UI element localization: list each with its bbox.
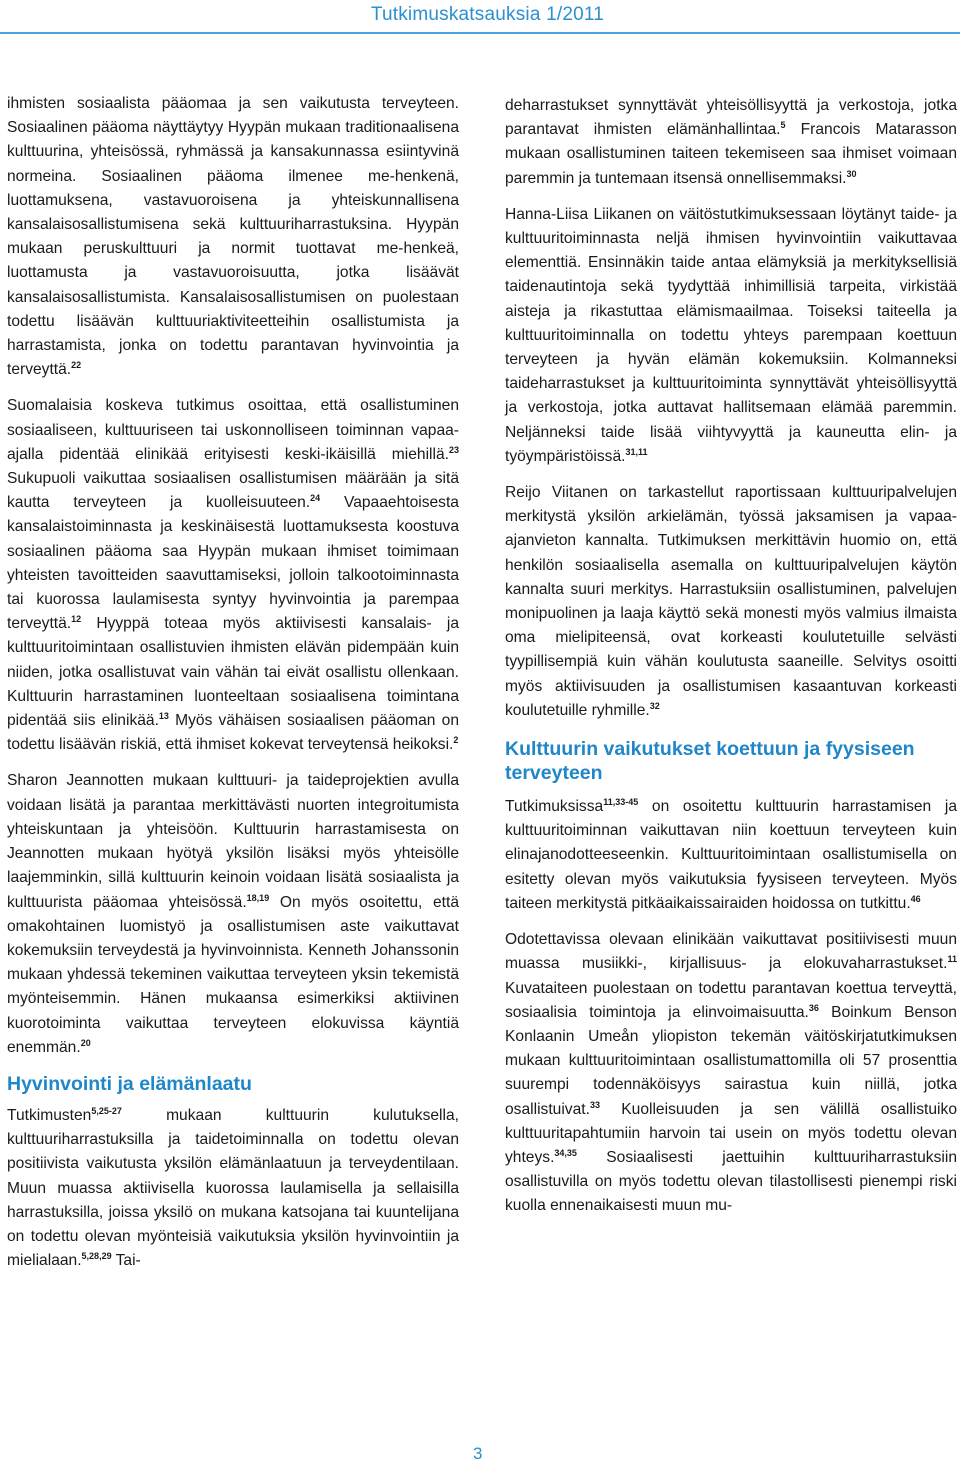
paragraph: Reijo Viitanen on tarkastellut raportissaan kulttuuripalvelujen merkitystä yksilön arkielämän, työssä jaksamisen ja vapaa-ajanvieton kannalta. Tutkimuksen merkittävin huomio on, että henkilön sosiaalisella asemalla on kulttuuripalvelujen käytön kannalta suuri merkitys. Harrastuksiin osallistuminen, palvelujen monipuolinen ja laaja käyttö sekä monesti myös valmius ilmaista oma mielipiteensä, ovat korkeasti koulutetuille selvästi tyypillisempiä kuin vähän koulutusta saaneille. Selvitys osoitti myös aktiivisuuden ja osallistumisen kasaantuvan korkeasti koulutetuille ryhmille.$^{32}$ bbox=[505, 484, 957, 719]
reference: 30 bbox=[846, 168, 857, 179]
paragraph: deharrastukset synnyttävät yhteisöllisyyttä ja verkostoja, jotka parantavat ihmisten elämänhallintaa.$^5$ Francois Matarasson mukaan osallistuminen taiteen tekemiseen saa ihmiset voimaan paremmin ja tuntemaan itsensä onnellisemmaksi.$^{30}$ bbox=[505, 97, 957, 187]
paragraph: Odotettavissa olevaan elinikään vaikuttavat positiivisesti muun muassa musiikki-, kirjallisuus- ja elokuvaharrastukset.$^{11}$ Kuvataiteen puolestaan on todettu parantavan koettua terveyttä, sosiaalisia toimintoja ja elinvoimaisuutta.$^{36}$ Boinkum Benson Konlaanin Umeån yliopiston tekemän väitöskirjatutkimuksen mukaan kulttuuritoimintaan osallistumattomilla oli 57 prosenttia suurempi todennäköisyys sairastua kuin niillä, jotka osallistuivat.$^{33}$ Kuolleisuuden ja sen välillä osallistuiko kulttuuritapahtumiin harvoin tai usein on myös todettu olevan yhteys.$^{34,35}$ Sosiaalisesti jaettuihin kulttuuriharrastuksiin osallistuvilla on myös todettu olevan tilastollisesti pienempi riski kuolla ennenaikaisesti muun mu- bbox=[505, 931, 957, 1215]
section-heading: Kulttuurin vaikutukset koettuun ja fyysiseen terveyteen bbox=[505, 738, 915, 785]
right-column bbox=[505, 94, 957, 1231]
reference: 11 bbox=[947, 954, 957, 965]
header-divider bbox=[0, 32, 960, 34]
reference: 20 bbox=[80, 1037, 91, 1048]
reference: 5,25-27 bbox=[91, 1105, 122, 1116]
section-heading: Hyvinvointi ja elämänlaatu bbox=[7, 1072, 252, 1095]
reference: 5,28,29 bbox=[81, 1251, 112, 1262]
reference: 12 bbox=[71, 614, 82, 625]
reference: 22 bbox=[71, 360, 82, 371]
paragraph: Tutkimusten$^{5,25-27}$ mukaan kulttuurin kulutuksella, kulttuuriharrastuksilla ja taidetoiminnalla on todettu olevan positiivista vaikutusta yksilön elämänlaatuun ja terveydentilaan. Muun muassa aktiivisella kuorossa laulamisella ja sellaisilla harrastuksilla, joissa yksilö on mukana katsojana tai kuuntelijana on todettu olevan myönteisiä vaikutuksia yksilön hyvinvointiin ja mielialaan.$^{5,28,29}$ Tai- bbox=[7, 1105, 459, 1270]
reference: 32 bbox=[649, 700, 660, 711]
reference: 34,35 bbox=[554, 1147, 577, 1158]
publication-title: Tutkimuskatsauksia 1/2011 bbox=[370, 4, 604, 25]
reference: 23 bbox=[448, 444, 459, 455]
reference: 18,19 bbox=[246, 892, 270, 903]
reference: 33 bbox=[589, 1099, 600, 1110]
paragraph: Hanna-Liisa Liikanen on väitöstutkimuksessaan löytänyt taide- ja kulttuuritoiminnasta neljä ihmisen hyvinvointiin vaikuttavaa elementtiä. Ensinnäkin taide antaa elämyksiä ja merkityksellisiä taidenautintoja sekä tyydyttää inhimillisiä tarpeita, virkistää aisteja ja rikastuttaa elämismaailmaa. Toiseksi taiteella ja kulttuuritoiminnalla on todettu yhteys parempaan koettuun terveyteen ja hyvän elämän kokemuksiin. Kolmanneksi taideharrastukset ja kulttuuritoiminta synnyttävät yhteisöllisyyttä ja verkostoja, jotka auttavat hallitsemaan elämää paremmin. Neljänneksi taide lisää viihtyvyyttä ja kauneutta elin- ja työympäristöissä.$^{31,11}$ bbox=[505, 205, 957, 465]
reference: 2 bbox=[453, 735, 459, 746]
reference: 11,33-45 bbox=[603, 797, 639, 808]
page-number: 3 bbox=[473, 1444, 483, 1463]
paragraph: ihmisten sosiaalista pääomaa ja sen vaikutusta terveyteen. Sosiaalinen pääoma näyttäytyy Hyypän mukaan traditionaalisena kulttuurina, yhteisössä, ryhmässä ja kansakunnassa esiintyvinä normeina. Sosiaalinen pääoma ilmenee me-henkenä, luottamuksena, vastavuoroisena ja yhteiskunnallisena kansalaisosallistumisena sekä kulttuuriharrastuksina. Hyypän mukaan peruskulttuuri ja normit tuottavat me-henkeä, luottamusta ja vastavuoroisuutta, jotka lisäävät kansalaisosallistumista. Kansalaisosallistumisen on puolestaan todettu lisäävän kulttuuriaktiviteetteihin osallistumista ja harrastamista, jonka on todettu parantavan hyvinvointia ja terveyttä.$^{22}$ bbox=[7, 95, 459, 379]
reference: 36 bbox=[808, 1002, 819, 1013]
paragraph: Suomalaisia koskeva tutkimus osoittaa, että osallistuminen sosiaaliseen, kulttuuriseen tai uskonnolliseen toiminnan vapaa-ajalla pidentää elinikää erityisesti keski-ikäisillä miehillä.$^{23}$ Sukupuoli vaikuttaa sosiaalisen osallistumisen määrään ja sitä kautta terveyteen ja kuolleisuuteen.$^{24}$ Vapaaehtoisesta kansalaistoiminnasta ja keskinäisestä luottamuksesta koostuva sosiaalinen pääoma saa Hyypän mukaan ihmiset toimimaan yhteisten tavoitteiden saavuttamiseksi, jolloin talkootoiminnasta tai kuorossa laulamisesta syntyy hyvinvointia ja parempaa terveyttä.$^{12}$ Hyyppä toteaa myös aktiivisesti kansalais- ja kulttuuritoimintaan osallistuvien ihmisten elävän pidempään kuin niiden, jotka osallistuvat vain vähän tai eivät osallistu ollenkaan. Kulttuurin harrastaminen luonteeltaan sosiaalisena toimintana pidentää siis elinikää.$^{13}$ Myös vähäisen sosiaalisen pääoman on todettu lisäävän riskiä, että ihmiset kokevat terveytensä heikoksi.$^2$ bbox=[7, 397, 460, 754]
paragraph: Tutkimuksissa$^{11,33-45}$ on osoitettu kulttuurin harrastamisen ja kulttuuritoiminnan vaikuttavan niin koettuun terveyteen kuin elinajanodotteeseenkin. Kulttuuritoimintaan osallistumisella on esitetty olevan myös vaikutuksia fyysiseen terveyteen. Myös taiteen merkitystä pitkäaikaissairaiden hoidossa on tutkittu.$^{46}$ bbox=[505, 797, 957, 912]
reference: 5 bbox=[780, 120, 786, 131]
paragraph: Sharon Jeannotten mukaan kulttuuri- ja taideprojektien avulla voidaan lisätä ja parantaa merkittävästi nuorten integroitumista yhteiskuntaan ja yhteisöön. Kulttuurin harrastamisesta on Jeannotten mukaan hyötyä yksilön lisäksi myös yhteisölle laajemminkin, sillä kulttuurin keinoin voidaan lisätä sosiaalista ja kulttuurista pääomaa yhteisössä.$^{18,19}$ On myös osoitettu, että omakohtainen luomistyö ja osallistumisen aste vaikuttavat kokemuksiin terveydestä ja hyvinvoinnista. Kenneth Johanssonin mukaan yhdessä tekeminen vaikuttaa terveyteen yksin tekemistä myönteisemmin. Hänen mukaansa esimerkiksi aktiivinen kuorotoiminta vaikuttaa terveyteen elokuvissa käyntiä enemmän.$^{20}$ bbox=[7, 772, 459, 1056]
reference: 46 bbox=[910, 893, 921, 904]
left-column bbox=[7, 92, 459, 1285]
reference: 31,11 bbox=[625, 446, 648, 457]
running-header bbox=[0, 0, 960, 30]
reference: 24 bbox=[310, 493, 321, 504]
reference: 13 bbox=[158, 711, 169, 722]
